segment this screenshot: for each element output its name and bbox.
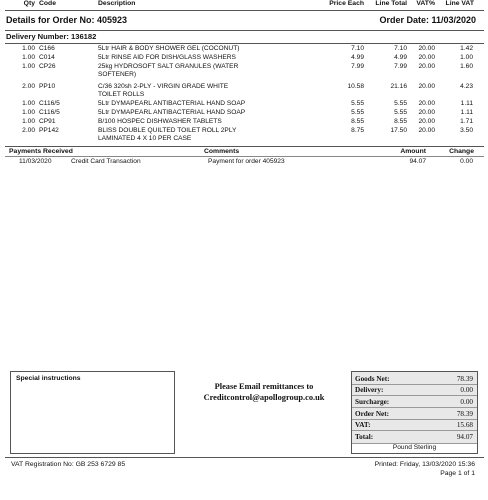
item-price: 4.99 (351, 54, 364, 61)
special-instructions-box (10, 371, 175, 454)
header-divider (5, 10, 484, 11)
vat-label: VAT: (355, 421, 371, 429)
item-line-total: 17.50 (390, 127, 407, 134)
item-description-cont: SOFTENER) (98, 71, 137, 78)
item-qty: 1.00 (22, 100, 35, 107)
item-code: C116/5 (39, 100, 60, 107)
item-price: 7.99 (351, 63, 364, 70)
order-net-value: 78.39 (456, 410, 473, 418)
total-value: 94.07 (456, 433, 473, 441)
item-description: B/100 HOSPEC DISHWASHER TABLETS (98, 118, 222, 125)
item-line-total: 8.55 (394, 118, 407, 125)
item-description: 5Ltr DYMAPEARL ANTIBACTERIAL HAND SOAP (98, 109, 246, 116)
item-line-vat: 1.11 (460, 100, 473, 107)
item-line-vat: 1.11 (460, 109, 473, 116)
total-label: Total: (355, 433, 374, 441)
item-qty: 1.00 (22, 54, 35, 61)
item-description: 5Ltr DYMAPEARL ANTIBACTERIAL HAND SOAP (98, 100, 246, 107)
item-vat-pct: 20.00 (418, 109, 435, 116)
item-qty: 1.00 (22, 118, 35, 125)
qty-header: Qty (23, 0, 35, 7)
item-vat-pct: 20.00 (418, 127, 435, 134)
surcharge-label: Surcharge: (355, 398, 390, 406)
remittance-line-1: Please Email remittances to (214, 382, 314, 391)
item-line-total: 7.10 (394, 45, 407, 52)
item-price: 8.75 (351, 127, 364, 134)
item-line-vat: 4.23 (460, 83, 473, 90)
item-description-cont: LAMINATED 4 X 10 PER CASE (98, 135, 192, 142)
item-description: 5Ltr HAIR & BODY SHOWER GEL (COCONUT) (98, 45, 240, 52)
line-total-header: Line Total (375, 0, 407, 7)
amount-header: Amount (400, 148, 426, 155)
item-vat-pct: 20.00 (418, 63, 435, 70)
item-price: 8.55 (351, 118, 364, 125)
item-qty: 1.00 (22, 45, 35, 52)
order-details-title: Details for Order No: 405923 (6, 15, 128, 25)
item-vat-pct: 20.00 (418, 118, 435, 125)
item-description: C/36 320sh 2-PLY - VIRGIN GRADE WHITE (98, 83, 229, 90)
delivery-number: Delivery Number: 136182 (6, 32, 97, 41)
item-qty: 2.00 (22, 127, 35, 134)
item-code: C014 (39, 54, 55, 61)
item-line-vat: 3.50 (460, 127, 473, 134)
vat-value: 15.68 (456, 421, 473, 429)
description-header: Description (98, 0, 136, 7)
item-code: PP142 (39, 127, 59, 134)
payment-comment: Payment for order 405923 (208, 158, 285, 165)
item-description: 25kg HYDROSOFT SALT GRANULES (WATER (98, 63, 239, 70)
item-code: C116/5 (39, 109, 60, 116)
item-vat-pct: 20.00 (418, 54, 435, 61)
item-line-total: 5.55 (394, 100, 407, 107)
item-line-vat: 1.42 (460, 45, 473, 52)
payments-header-divider (5, 156, 484, 157)
payment-change: 0.00 (460, 158, 473, 165)
item-line-total: 5.55 (394, 109, 407, 116)
item-vat-pct: 20.00 (418, 83, 435, 90)
item-price: 10.58 (347, 83, 364, 90)
totals-box (351, 371, 478, 454)
item-line-vat: 1.71 (460, 118, 473, 125)
item-price: 7.10 (351, 45, 364, 52)
remittance-email: Creditcontrol@apollogroup.co.uk (203, 393, 325, 402)
item-code: CP26 (39, 63, 56, 70)
item-code: CP91 (39, 118, 56, 125)
special-instructions-label: Special instructions (16, 375, 81, 382)
vat-registration: VAT Registration No: GB 253 6729 85 (11, 461, 126, 468)
item-qty: 2.00 (22, 83, 35, 90)
price-each-header: Price Each (329, 0, 364, 7)
payment-amount: 94.07 (409, 158, 426, 165)
item-price: 5.55 (351, 109, 364, 116)
order-divider (5, 30, 484, 31)
item-vat-pct: 20.00 (418, 100, 435, 107)
footer-divider (5, 457, 484, 458)
goods-net-label: Goods Net: (355, 375, 390, 383)
delivery-value: 0.00 (460, 386, 473, 394)
comments-header: Comments (204, 148, 240, 155)
payments-divider (5, 146, 484, 147)
item-line-vat: 1.60 (460, 63, 473, 70)
page-number: Page 1 of 1 (440, 470, 475, 477)
currency-label: Pound Sterling (392, 444, 437, 451)
delivery-label: Delivery: (355, 386, 384, 394)
line-vat-header: Line VAT (445, 0, 474, 7)
payment-type: Credit Card Transaction (71, 158, 141, 165)
item-code: PP10 (39, 83, 56, 90)
code-header: Code (39, 0, 56, 7)
item-description-cont: TOILET ROLLS (98, 91, 145, 98)
item-description: BLISS DOUBLE QUILTED TOILET ROLL 2PLY (98, 127, 237, 134)
item-qty: 1.00 (22, 109, 35, 116)
printed-timestamp: Printed: Friday, 13/03/2020 15:36 (374, 461, 475, 468)
vat-pct-header: VAT% (416, 0, 435, 7)
payments-title: Payments Received (9, 148, 73, 155)
delivery-divider (5, 43, 484, 44)
item-qty: 1.00 (22, 63, 35, 70)
change-header: Change (449, 148, 474, 155)
item-line-total: 21.16 (390, 83, 407, 90)
item-line-vat: 1.00 (460, 54, 473, 61)
surcharge-value: 0.00 (460, 398, 473, 406)
item-code: C166 (39, 45, 55, 52)
order-date: Order Date: 11/03/2020 (379, 15, 476, 25)
payment-date: 11/03/2020 (19, 158, 52, 165)
item-description: 5Ltr RINSE AID FOR DISH/GLASS WASHERS (98, 54, 236, 61)
item-line-total: 4.99 (394, 54, 407, 61)
order-net-label: Order Net: (355, 410, 389, 418)
goods-net-value: 78.39 (456, 375, 473, 383)
item-line-total: 7.99 (394, 63, 407, 70)
item-vat-pct: 20.00 (418, 45, 435, 52)
item-price: 5.55 (351, 100, 364, 107)
